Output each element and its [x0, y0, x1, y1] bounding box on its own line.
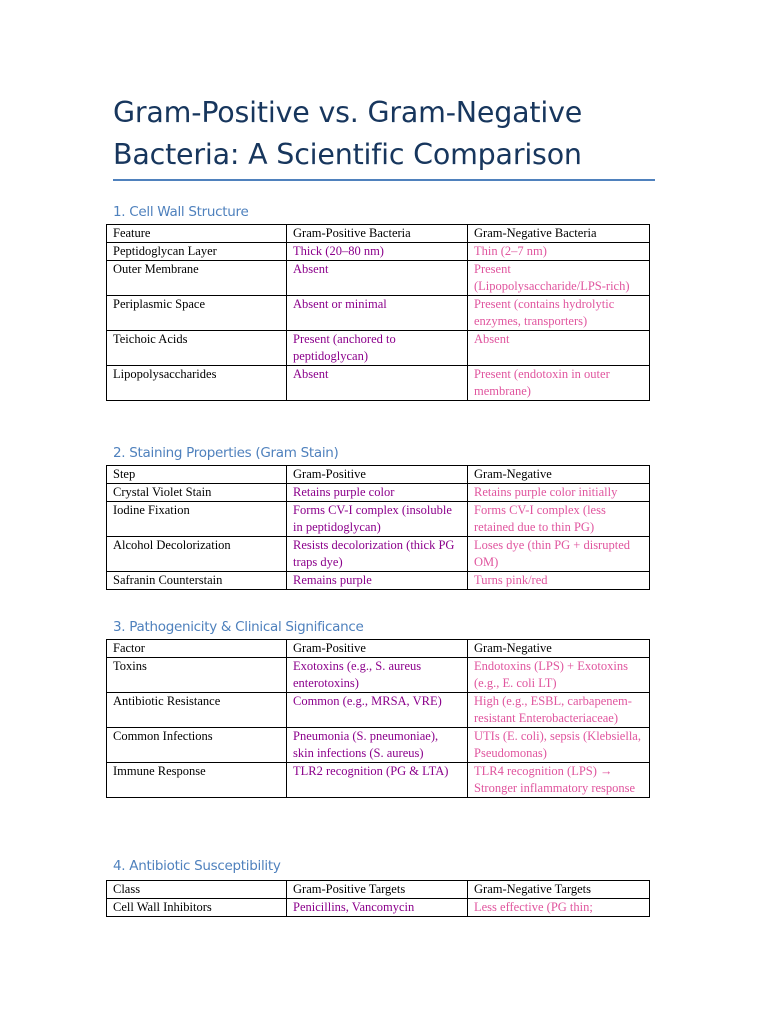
feature-cell: Periplasmic Space [107, 296, 287, 331]
factor-cell: Toxins [107, 658, 287, 693]
header-cell: Step [107, 466, 287, 484]
cell-wall-table [106, 224, 650, 401]
section-heading-antibiotic: 4. Antibiotic Susceptibility [113, 858, 281, 874]
header-cell: Gram-Positive [287, 640, 468, 658]
header-cell: Class [107, 881, 287, 899]
table-header-row [107, 640, 650, 658]
section-heading-cell-wall: 1. Cell Wall Structure [113, 204, 249, 220]
factor-cell: Common Infections [107, 728, 287, 763]
header-cell: Gram-Positive [287, 466, 468, 484]
gram-negative-cell: Retains purple color initially [468, 484, 650, 502]
table-row [107, 693, 650, 728]
gram-negative-cell: Forms CV-I complex (less retained due to thin PG) [468, 502, 650, 537]
table-row [107, 899, 650, 917]
gram-positive-cell: Retains purple color [287, 484, 468, 502]
table-row [107, 243, 650, 261]
feature-cell: Peptidoglycan Layer [107, 243, 287, 261]
feature-cell: Lipopolysaccharides [107, 366, 287, 401]
gram-negative-cell: Loses dye (thin PG + disrupted OM) [468, 537, 650, 572]
table-row [107, 572, 650, 590]
feature-cell: Teichoic Acids [107, 331, 287, 366]
antibiotic-table [106, 880, 650, 917]
gram-negative-cell: Absent [468, 331, 650, 366]
section-heading-staining: 2. Staining Properties (Gram Stain) [113, 445, 339, 461]
table-header-row [107, 881, 650, 899]
gram-negative-cell: UTIs (E. coli), sepsis (Klebsiella, Pseudomonas) [468, 728, 650, 763]
factor-cell: Immune Response [107, 763, 287, 798]
gram-negative-cell: Present (Lipopolysaccharide/LPS-rich) [468, 261, 650, 296]
gram-negative-cell: Turns pink/red [468, 572, 650, 590]
title-underline [113, 179, 655, 181]
gram-negative-cell: Present (endotoxin in outer membrane) [468, 366, 650, 401]
section-heading-pathogenicity: 3. Pathogenicity & Clinical Significance [113, 619, 364, 635]
gram-positive-cell: TLR2 recognition (PG & LTA) [287, 763, 468, 798]
gram-positive-cell: Forms CV-I complex (insoluble in peptidoglycan) [287, 502, 468, 537]
gram-positive-cell: Pneumonia (S. pneumoniae), skin infections (S. aureus) [287, 728, 468, 763]
table-row [107, 366, 650, 401]
header-cell: Gram-Negative Targets [468, 881, 650, 899]
document-title: Gram-Positive vs. Gram-Negative Bacteria: A Scientific Comparison [113, 96, 583, 171]
table-row [107, 261, 650, 296]
table-row [107, 763, 650, 798]
feature-cell: Outer Membrane [107, 261, 287, 296]
gram-positive-cell: Common (e.g., MRSA, VRE) [287, 693, 468, 728]
header-cell: Gram-Positive Bacteria [287, 225, 468, 243]
table-row [107, 537, 650, 572]
table-header-row [107, 225, 650, 243]
step-cell: Alcohol Decolorization [107, 537, 287, 572]
gram-negative-cell: Thin (2–7 nm) [468, 243, 650, 261]
gram-negative-cell: Less effective (PG thin; [468, 899, 650, 917]
table-row [107, 296, 650, 331]
step-cell: Safranin Counterstain [107, 572, 287, 590]
gram-negative-cell: Present (contains hydrolytic enzymes, transporters) [468, 296, 650, 331]
gram-positive-cell: Absent [287, 366, 468, 401]
gram-positive-cell: Absent [287, 261, 468, 296]
header-cell: Gram-Negative [468, 640, 650, 658]
gram-positive-cell: Resists decolorization (thick PG traps dye) [287, 537, 468, 572]
header-cell: Gram-Negative Bacteria [468, 225, 650, 243]
header-cell: Gram-Positive Targets [287, 881, 468, 899]
gram-negative-cell: TLR4 recognition (LPS) → Stronger inflammatory response [468, 763, 650, 798]
gram-positive-cell: Penicillins, Vancomycin [287, 899, 468, 917]
table-header-row [107, 466, 650, 484]
staining-table [106, 465, 650, 590]
table-row [107, 658, 650, 693]
table-row [107, 484, 650, 502]
gram-positive-cell: Absent or minimal [287, 296, 468, 331]
pathogenicity-table [106, 639, 650, 798]
step-cell: Iodine Fixation [107, 502, 287, 537]
gram-negative-cell: Endotoxins (LPS) + Exotoxins (e.g., E. coli LT) [468, 658, 650, 693]
gram-negative-cell: High (e.g., ESBL, carbapenem-resistant Enterobacteriaceae) [468, 693, 650, 728]
table-row [107, 502, 650, 537]
step-cell: Crystal Violet Stain [107, 484, 287, 502]
factor-cell: Antibiotic Resistance [107, 693, 287, 728]
gram-positive-cell: Thick (20–80 nm) [287, 243, 468, 261]
gram-positive-cell: Remains purple [287, 572, 468, 590]
header-cell: Gram-Negative [468, 466, 650, 484]
class-cell: Cell Wall Inhibitors [107, 899, 287, 917]
header-cell: Factor [107, 640, 287, 658]
gram-positive-cell: Present (anchored to peptidoglycan) [287, 331, 468, 366]
table-row [107, 331, 650, 366]
header-cell: Feature [107, 225, 287, 243]
gram-positive-cell: Exotoxins (e.g., S. aureus enterotoxins) [287, 658, 468, 693]
table-row [107, 728, 650, 763]
